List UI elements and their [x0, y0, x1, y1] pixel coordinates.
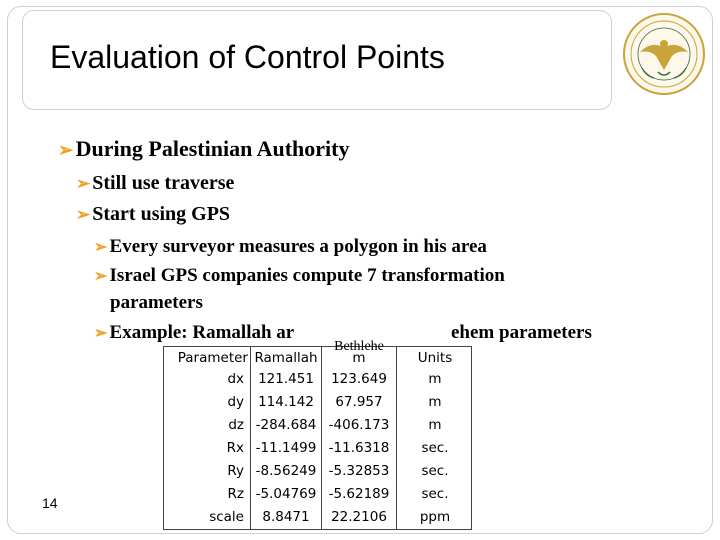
bullet-level1: ➢During Palestinian Authority — [58, 136, 350, 161]
table-cell: Rz — [227, 486, 244, 502]
bullet-level2: ➢ Still use traverse — [76, 172, 235, 194]
column-bethlehem — [321, 339, 396, 529]
bullet-arrow-icon: ➢ — [94, 268, 108, 285]
table-cell: -5.32853 — [328, 463, 390, 479]
bullet-level3: ➢ Every surveyor measures a polygon in his area — [94, 236, 487, 257]
table-cell: dx — [227, 371, 244, 387]
table-cell: m — [428, 371, 442, 387]
table-cell: 8.8471 — [262, 509, 310, 525]
table-cell: 67.957 — [335, 394, 383, 410]
bullet-continuation: parameters — [110, 292, 203, 313]
table-cell: -284.684 — [255, 417, 317, 433]
table-cell: 123.649 — [331, 371, 387, 387]
table-header: Ramallah — [254, 350, 318, 366]
column-units — [396, 347, 473, 529]
bullet-level3-tail: ehem parameters — [451, 322, 592, 343]
table-cell: m — [428, 394, 442, 410]
bullet-arrow-icon: ➢ — [76, 174, 91, 193]
table-cell: -11.6318 — [328, 440, 390, 456]
university-seal-icon — [622, 12, 706, 96]
bullet-arrow-icon: ➢ — [94, 325, 108, 342]
table-cell: ppm — [419, 509, 451, 525]
table-cell: -8.56249 — [255, 463, 317, 479]
table-cell: -11.1499 — [255, 440, 317, 456]
table-cell: 121.451 — [258, 371, 314, 387]
table-cell: sec. — [421, 440, 449, 456]
table-header: m — [352, 350, 366, 366]
slide-title: Evaluation of Control Points — [50, 39, 445, 75]
bullet-arrow-icon: ➢ — [94, 239, 108, 256]
bullet-level2: ➢ Start using GPS — [76, 203, 231, 225]
table-cell: -5.62189 — [328, 486, 390, 502]
bullet-arrow-icon: ➢ — [76, 205, 91, 224]
table-cell: sec. — [421, 463, 449, 479]
table-cell: dz — [228, 417, 244, 433]
table-cell: -406.173 — [328, 417, 390, 433]
column-parameter — [164, 347, 250, 529]
bullet-level3: ➢ Israel GPS companies compute 7 transformation — [94, 265, 505, 286]
page-number: 14 — [42, 495, 58, 511]
table-cell: sec. — [421, 486, 449, 502]
table-cell: -5.04769 — [255, 486, 317, 502]
parameters-table — [163, 339, 472, 530]
table-cell: m — [428, 417, 442, 433]
column-ramallah — [250, 347, 321, 529]
table-cell: 22.2106 — [331, 509, 387, 525]
table-cell: Rx — [226, 440, 244, 456]
table-header: Parameter — [177, 350, 248, 366]
table-cell: Ry — [227, 463, 244, 479]
bullet-arrow-icon: ➢ — [58, 140, 74, 161]
table-cell: dy — [227, 394, 244, 410]
table-header: Bethlehe — [334, 339, 384, 354]
bullet-level3: ➢ Example: Ramallah ar — [94, 322, 295, 343]
table-cell: 114.142 — [258, 394, 314, 410]
table-cell: scale — [209, 509, 244, 525]
table-header: Units — [417, 350, 453, 366]
